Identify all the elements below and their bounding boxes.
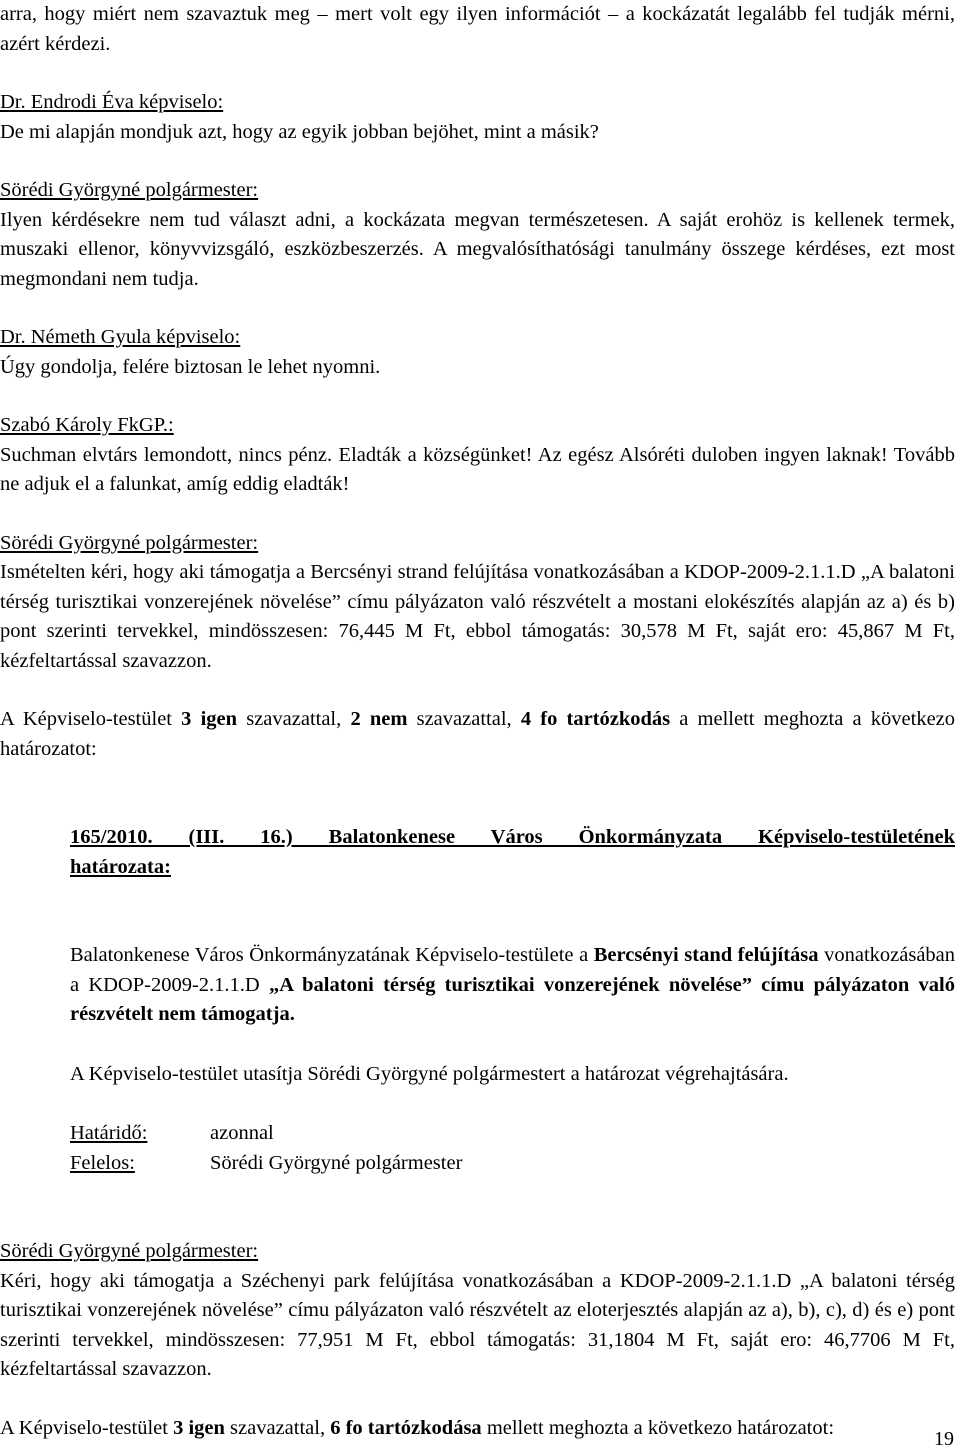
vote2-abstain: 6 fo tartózkodása: [330, 1416, 482, 1439]
deadline-label: Határidő:: [70, 1122, 148, 1144]
vote-mid2: szavazattal,: [416, 708, 512, 730]
speaker-endrodi: Dr. Endrodi Éva képviselo:: [0, 91, 224, 113]
vote2-mid1: szavazattal,: [230, 1416, 326, 1439]
resolution-body-bold1: Bercsényi stand felújítása: [593, 944, 819, 966]
resolution-body-plain: Balatonkenese Város Önkormányzatának Képviselo-testülete a: [70, 944, 589, 966]
responsible-label: Felelos:: [70, 1151, 135, 1174]
vote-result-1: [0, 705, 955, 764]
speaker-nemeth: Dr. Németh Gyula képviselo:: [0, 326, 241, 348]
speaker-soredi-2: Sörédi Györgyné polgármester:: [0, 531, 259, 554]
speaker-soredi-3: Sörédi Györgyné polgármester:: [0, 1240, 259, 1262]
deadline-row: [70, 1119, 955, 1149]
vote-mid1: szavazattal,: [246, 708, 342, 730]
vote-prefix: A Képviselo-testület: [0, 708, 172, 730]
resolution-body: [70, 941, 955, 1030]
statement-soredi-2: Ismételten kéri, hogy aki támogatja a Bercsényi strand felújítása vonatkozásában a KDOP-2009-2.1.1.D „A balatoni térség turisztikai vonzerejének növelése” címu pályázaton való részvételt a mostani elokészítés alapján az a) és b) pont szerinti tervekkel, mindösszesen: 76,445 M Ft, ebbol támogatás: 30,578 M Ft, saját ero: 45,867 M Ft, kézfeltartással szavazzon.: [0, 561, 955, 672]
vote2-suffix: mellett meghozta a következo határozatot:: [486, 1416, 835, 1439]
statement-endrodi: De mi alapján mondjuk azt, hogy az egyik jobban bejöhet, mint a másik?: [0, 120, 599, 143]
resolution-body-plain2: vonatkozásában a KDOP-2009-2.1.1.D: [70, 944, 956, 996]
statement-szabo: Suchman elvtárs lemondott, nincs pénz. Eladták a községünket! Az egész Alsóréti duloben ingyen laknak! Tovább ne adjuk el a falunkat, amíg eddig eladták!: [0, 443, 955, 495]
statement-nemeth: Úgy gondolja, felére biztosan le lehet nyomni.: [0, 355, 381, 378]
statement-soredi-1: Ilyen kérdésekre nem tud választ adni, a kockázata megvan természetesen. A saját erohöz is kellenek termek, muszaki ellenor, könyvvizsgáló, eszközbeszerzés. A megvalósíthatósági tanulmány összege kérdéses, ezt most megmondani nem tudja.: [0, 208, 955, 290]
resolution-title: 165/2010. (III. 16.) Balatonkenese Város Önkormányzata Képviselo-testületének: [70, 826, 955, 848]
statement-soredi-3: Kéri, hogy aki támogatja a Széchenyi park felújítása vonatkozásában a KDOP-2009-2.1.1.D „A balatoni térség turisztikai vonzerejének növelése” címu pályázaton való részvételt az eloterjesztés alapján az a), b), c), d) és e) pont szerinti tervekkel, mindösszesen: 77,951 M Ft, ebbol támogatás: 31,1804 M Ft, saját ero: 46,7706 M Ft, kézfeltartással szavazzon.: [0, 1269, 955, 1380]
speaker-soredi-1: Sörédi Györgyné polgármester:: [0, 179, 259, 201]
vote2-yes: 3 igen: [173, 1416, 225, 1439]
intro-paragraph: arra, hogy miért nem szavaztuk meg – mert volt egy ilyen információt – a kockázatát legalább fel tudják mérni, azért kérdezi.: [0, 3, 955, 55]
responsible-value: Sörédi Györgyné polgármester: [210, 1151, 463, 1174]
resolution-body-bold2: „A balatoni térség turisztikai vonzerejének növelése” címu pályázaton való részvételt nem támogatja.: [70, 973, 956, 1025]
deadline-value: azonnal: [210, 1122, 274, 1144]
vote-no: 2 nem: [350, 708, 408, 730]
vote-result-2: [0, 1414, 955, 1444]
vote-suffix: a mellett meghozta a következo határozatot:: [0, 708, 956, 760]
page-number: 19: [934, 1428, 954, 1450]
vote2-prefix: A Képviselo-testület: [0, 1416, 168, 1439]
vote-abstain: 4 fo tartózkodás: [520, 708, 671, 730]
vote-yes: 3 igen: [181, 708, 238, 730]
resolution-block: [70, 823, 955, 1178]
resolution-title-2: határozata:: [70, 855, 171, 878]
responsible-row: [70, 1149, 955, 1179]
speaker-szabo: Szabó Károly FkGP.:: [0, 414, 174, 436]
resolution-instruction: A Képviselo-testület utasítja Sörédi Györgyné polgármestert a határozat végrehajtására.: [70, 1062, 789, 1085]
